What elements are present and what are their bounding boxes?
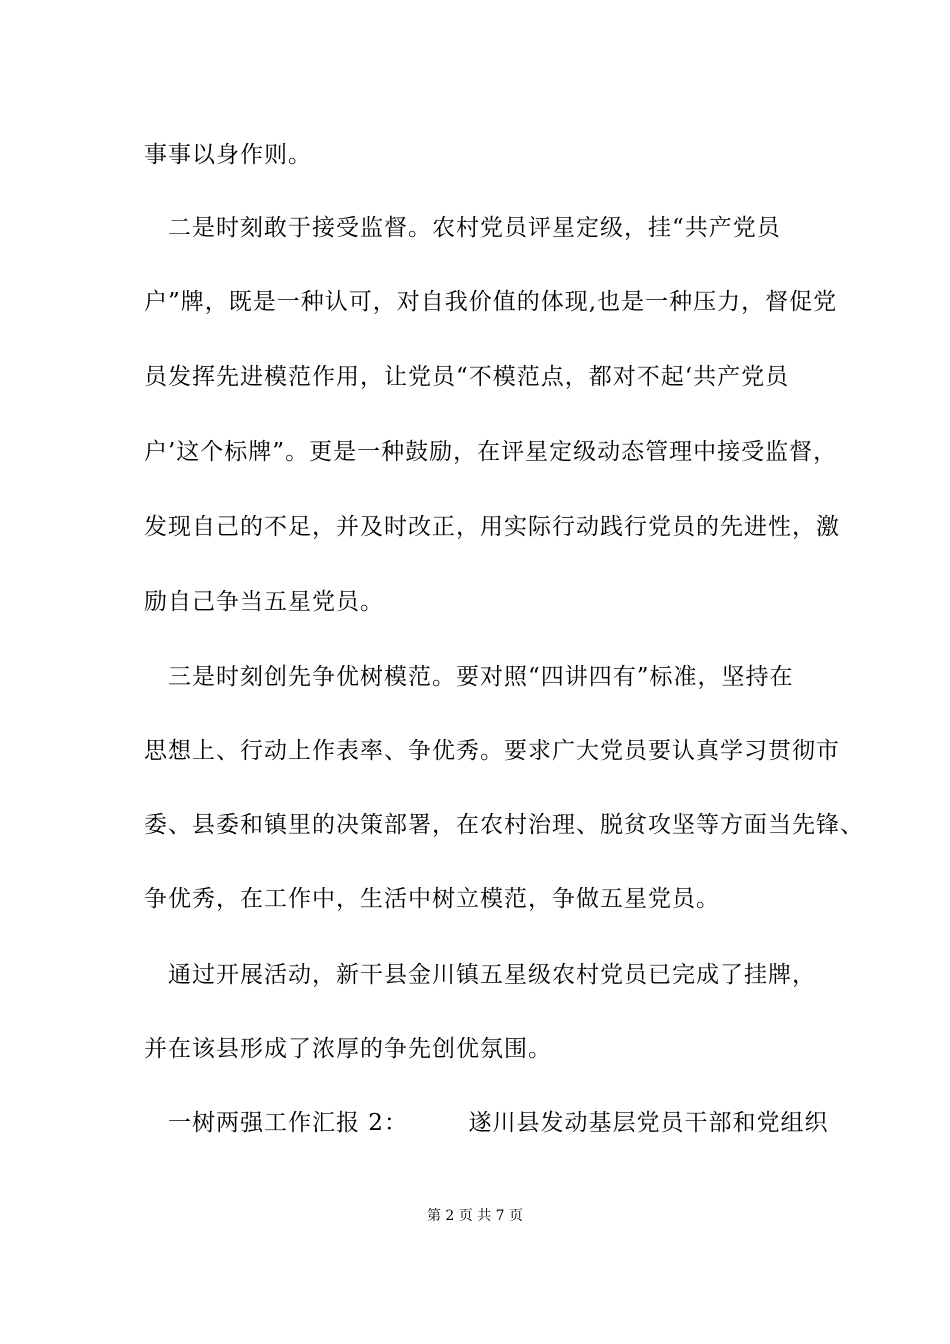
text-line: 发现自己的不足，并及时改正，用实际行动践行党员的先进性，激 xyxy=(144,514,840,540)
text-line: 户”牌，既是一种认可，对自我价值的体现,也是一种压力，督促党 xyxy=(144,289,838,315)
text-line: 三是时刻创先争优树模范。要对照“四讲四有”标准，坚持在 xyxy=(144,664,794,690)
text-line: 事事以身作则。 xyxy=(144,142,312,168)
text-line: 思想上、行动上作表率、争优秀。要求广大党员要认真学习贯彻市 xyxy=(144,738,840,764)
text-line: 并在该县形成了浓厚的争先创优氛围。 xyxy=(144,1036,552,1062)
text-line: 员发挥先进模范作用，让党员“不模范点，都对不起‘共产党员 xyxy=(144,364,790,390)
text-line: 一树两强工作汇报 2： 遂川县发动基层党员干部和党组织 xyxy=(144,1110,829,1136)
text-line: 户’这个标牌”。更是一种鼓励，在评星定级动态管理中接受监督， xyxy=(144,439,838,465)
text-line: 二是时刻敢于接受监督。农村党员评星定级，挂“共产党员 xyxy=(144,215,781,241)
text-line: 争优秀，在工作中，生活中树立模范，争做五星党员。 xyxy=(144,886,720,912)
text-line: 通过开展活动，新干县金川镇五星级农村党员已完成了挂牌， xyxy=(144,962,816,988)
page-number-footer: 第 2 页 共 7 页 xyxy=(426,1208,524,1224)
text-line: 委、县委和镇里的决策部署，在农村治理、脱贫攻坚等方面当先锋、 xyxy=(144,812,864,838)
text-line: 励自己争当五星党员。 xyxy=(144,589,384,615)
